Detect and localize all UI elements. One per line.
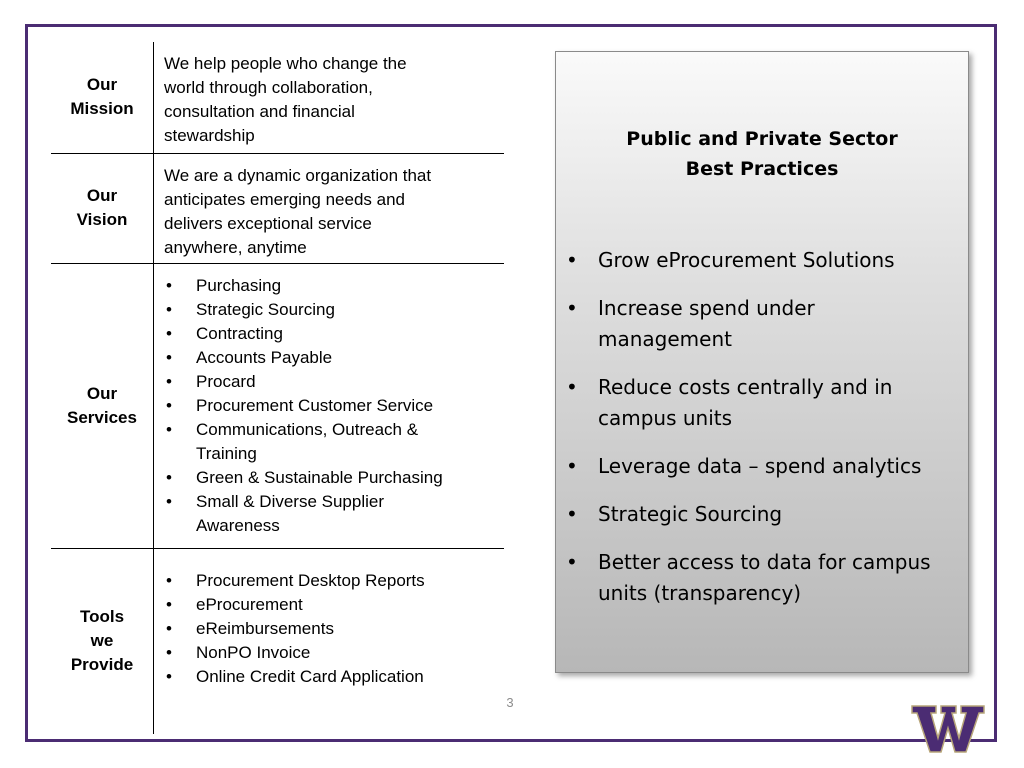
list-item — [164, 370, 504, 394]
list-item — [164, 418, 504, 466]
row-content — [154, 153, 505, 263]
label-line: Services — [67, 407, 137, 427]
list-item — [164, 617, 504, 641]
item-line: • Green & Sustainable Purchasing — [196, 467, 443, 487]
list-item — [164, 346, 504, 370]
list-item — [566, 245, 948, 276]
item-line: Training — [196, 443, 257, 463]
list-item — [164, 569, 504, 593]
uw-w-logo-icon — [910, 702, 986, 756]
row-label — [51, 153, 154, 263]
list-item — [164, 466, 504, 490]
vision-row — [51, 153, 504, 263]
label-line: Vision — [76, 210, 128, 229]
list-item — [566, 547, 948, 609]
item-line: • Reduce costs centrally and in — [598, 375, 893, 399]
text-line: We are a dynamic organization that — [164, 165, 432, 185]
row-content — [154, 263, 505, 548]
text-line: consultation and financial — [164, 102, 355, 121]
label-line: Tools — [79, 607, 125, 627]
label-line: Our — [86, 75, 118, 95]
best-practices-panel — [555, 51, 969, 673]
label-line: Mission — [70, 99, 134, 119]
mission-table — [51, 42, 504, 734]
list-item — [164, 322, 504, 346]
item-line: • Procurement Customer Service — [196, 395, 434, 415]
list-item — [164, 593, 504, 617]
label-line: Provide — [70, 655, 134, 675]
item-line: • eReimbursements — [196, 618, 334, 638]
text-line: We help people who change the — [164, 54, 407, 73]
list-item — [566, 451, 948, 482]
item-line: • Small & Diverse Supplier — [196, 491, 385, 511]
title-line: Best Practices — [685, 158, 839, 180]
item-line: • Leverage data – spend analytics — [598, 454, 922, 478]
row-content — [154, 548, 505, 734]
panel-title — [556, 124, 968, 184]
row-label — [51, 263, 154, 548]
item-line: • Strategic Sourcing — [598, 502, 783, 526]
item-line: • Procurement Desktop Reports — [196, 570, 425, 590]
list-item — [566, 499, 948, 530]
list-item — [164, 274, 504, 298]
item-line: management — [598, 327, 732, 351]
item-line: units (transparency) — [598, 581, 802, 605]
list-item — [164, 665, 504, 689]
list-item — [164, 490, 504, 538]
list-item — [164, 394, 504, 418]
page-number: 3 — [506, 695, 514, 710]
text-line: anywhere, anytime — [164, 237, 307, 257]
label-line: Our — [86, 383, 118, 403]
row-content — [154, 42, 505, 153]
item-line: • Accounts Payable — [196, 347, 333, 367]
label-line: we — [90, 631, 114, 651]
list-item — [566, 293, 948, 355]
list-item — [566, 372, 948, 434]
text-line: world through collaboration, — [164, 78, 373, 97]
item-line: Awareness — [196, 515, 280, 535]
item-line: • Strategic Sourcing — [196, 299, 335, 319]
best-practices-list — [566, 245, 948, 626]
item-line: • Purchasing — [196, 275, 282, 295]
item-line: • Contracting — [196, 323, 283, 343]
list-item — [164, 641, 504, 665]
item-line: campus units — [598, 406, 733, 430]
label-line: Our — [86, 186, 118, 205]
item-line: • Better access to data for campus — [598, 550, 931, 574]
list-item — [164, 298, 504, 322]
item-line: • Increase spend under — [598, 296, 815, 320]
tools-row — [51, 548, 504, 734]
item-line: • NonPO Invoice — [196, 642, 311, 662]
text-line: stewardship — [164, 126, 255, 145]
text-line: delivers exceptional service — [164, 213, 372, 233]
item-line: • Online Credit Card Application — [196, 666, 424, 686]
text-line: anticipates emerging needs and — [164, 189, 405, 209]
item-line: • Communications, Outreach & — [196, 419, 419, 439]
mission-row — [51, 42, 504, 153]
tools-list — [164, 569, 504, 689]
item-line: • Procard — [196, 371, 256, 391]
item-line: • Grow eProcurement Solutions — [598, 248, 895, 272]
title-line: Public and Private Sector — [626, 128, 898, 150]
row-label — [51, 548, 154, 734]
item-line: • eProcurement — [196, 594, 303, 614]
services-list — [164, 274, 504, 538]
row-label — [51, 42, 154, 153]
services-row — [51, 263, 504, 548]
